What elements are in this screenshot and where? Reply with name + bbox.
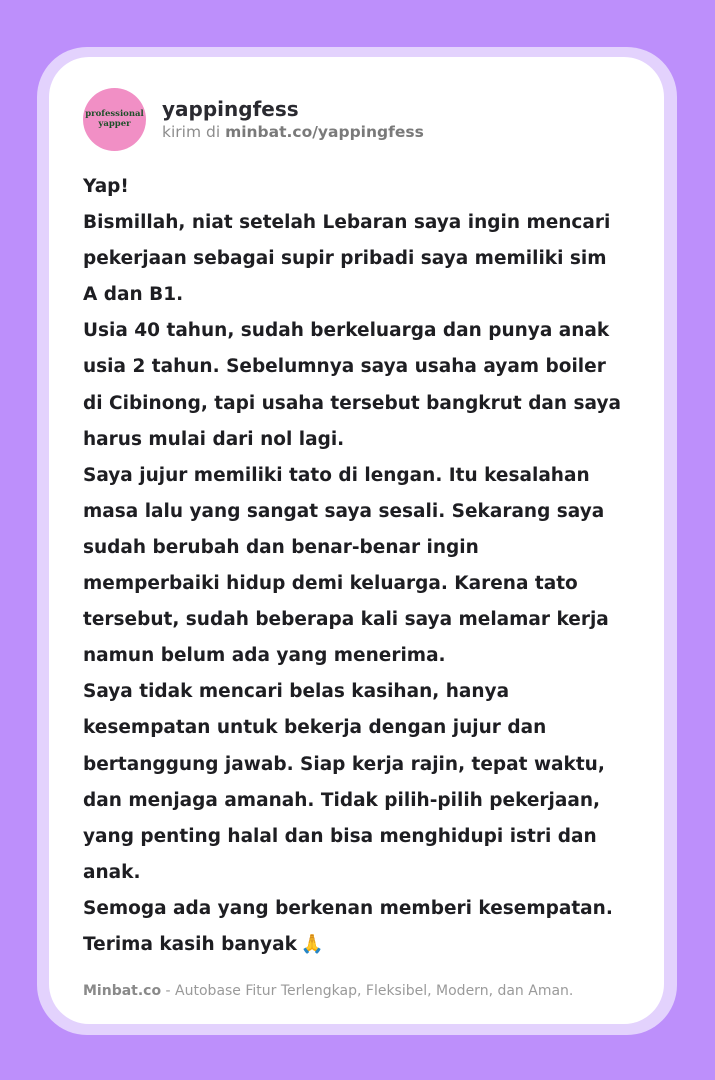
confession-card xyxy=(49,57,664,1024)
send-prefix: kirim di xyxy=(162,122,226,141)
message-paragraph-1: Yap! Bismillah, niat setelah Lebaran saya ingin mencari pekerjaan sebagai supir pribadi saya memiliki sim A dan B1. xyxy=(83,176,611,306)
folded-hands-icon: 🙏 xyxy=(300,933,324,955)
send-link[interactable]: minbat.co/yappingfess xyxy=(225,122,424,141)
card-header xyxy=(83,87,424,151)
send-line xyxy=(162,122,424,143)
avatar xyxy=(83,88,146,151)
header-text xyxy=(162,96,424,143)
avatar-text-line-2: yapper xyxy=(98,119,131,129)
message-closing-text: Semoga ada yang berkenan memberi kesempatan. Terima kasih banyak xyxy=(83,897,613,955)
message-paragraph-5 xyxy=(83,891,643,963)
username: yappingfess xyxy=(162,96,299,121)
message-paragraph-2: Usia 40 tahun, sudah berkeluarga dan punya anak usia 2 tahun. Sebelumnya saya usaha ayam boiler di Cibinong, tapi usaha tersebut bangkrut dan saya harus mulai dari nol lagi. xyxy=(83,320,621,450)
message-paragraph-4: Saya tidak mencari belas kasihan, hanya kesempatan untuk bekerja dengan jujur dan bertanggung jawab. Siap kerja rajin, tepat waktu, dan menjaga amanah. Tidak pilih-pilih pekerjaan, yang penting halal dan bisa menghidupi istri dan anak. xyxy=(83,681,605,883)
footer-brand: Minbat.co xyxy=(83,983,162,999)
footer xyxy=(83,981,573,1001)
avatar-text-line-1: professional xyxy=(85,109,144,119)
footer-tagline: - Autobase Fitur Terlengkap, Fleksibel, Modern, dan Aman. xyxy=(161,983,574,999)
message-paragraph-3: Saya jujur memiliki tato di lengan. Itu kesalahan masa lalu yang sangat saya sesali. Sekarang saya sudah berubah dan benar-benar ingin memperbaiki hidup demi keluarga. Karena tato tersebut, sudah beberapa kali saya melamar kerja namun belum ada yang menerima. xyxy=(83,464,609,667)
message-body xyxy=(83,169,643,963)
